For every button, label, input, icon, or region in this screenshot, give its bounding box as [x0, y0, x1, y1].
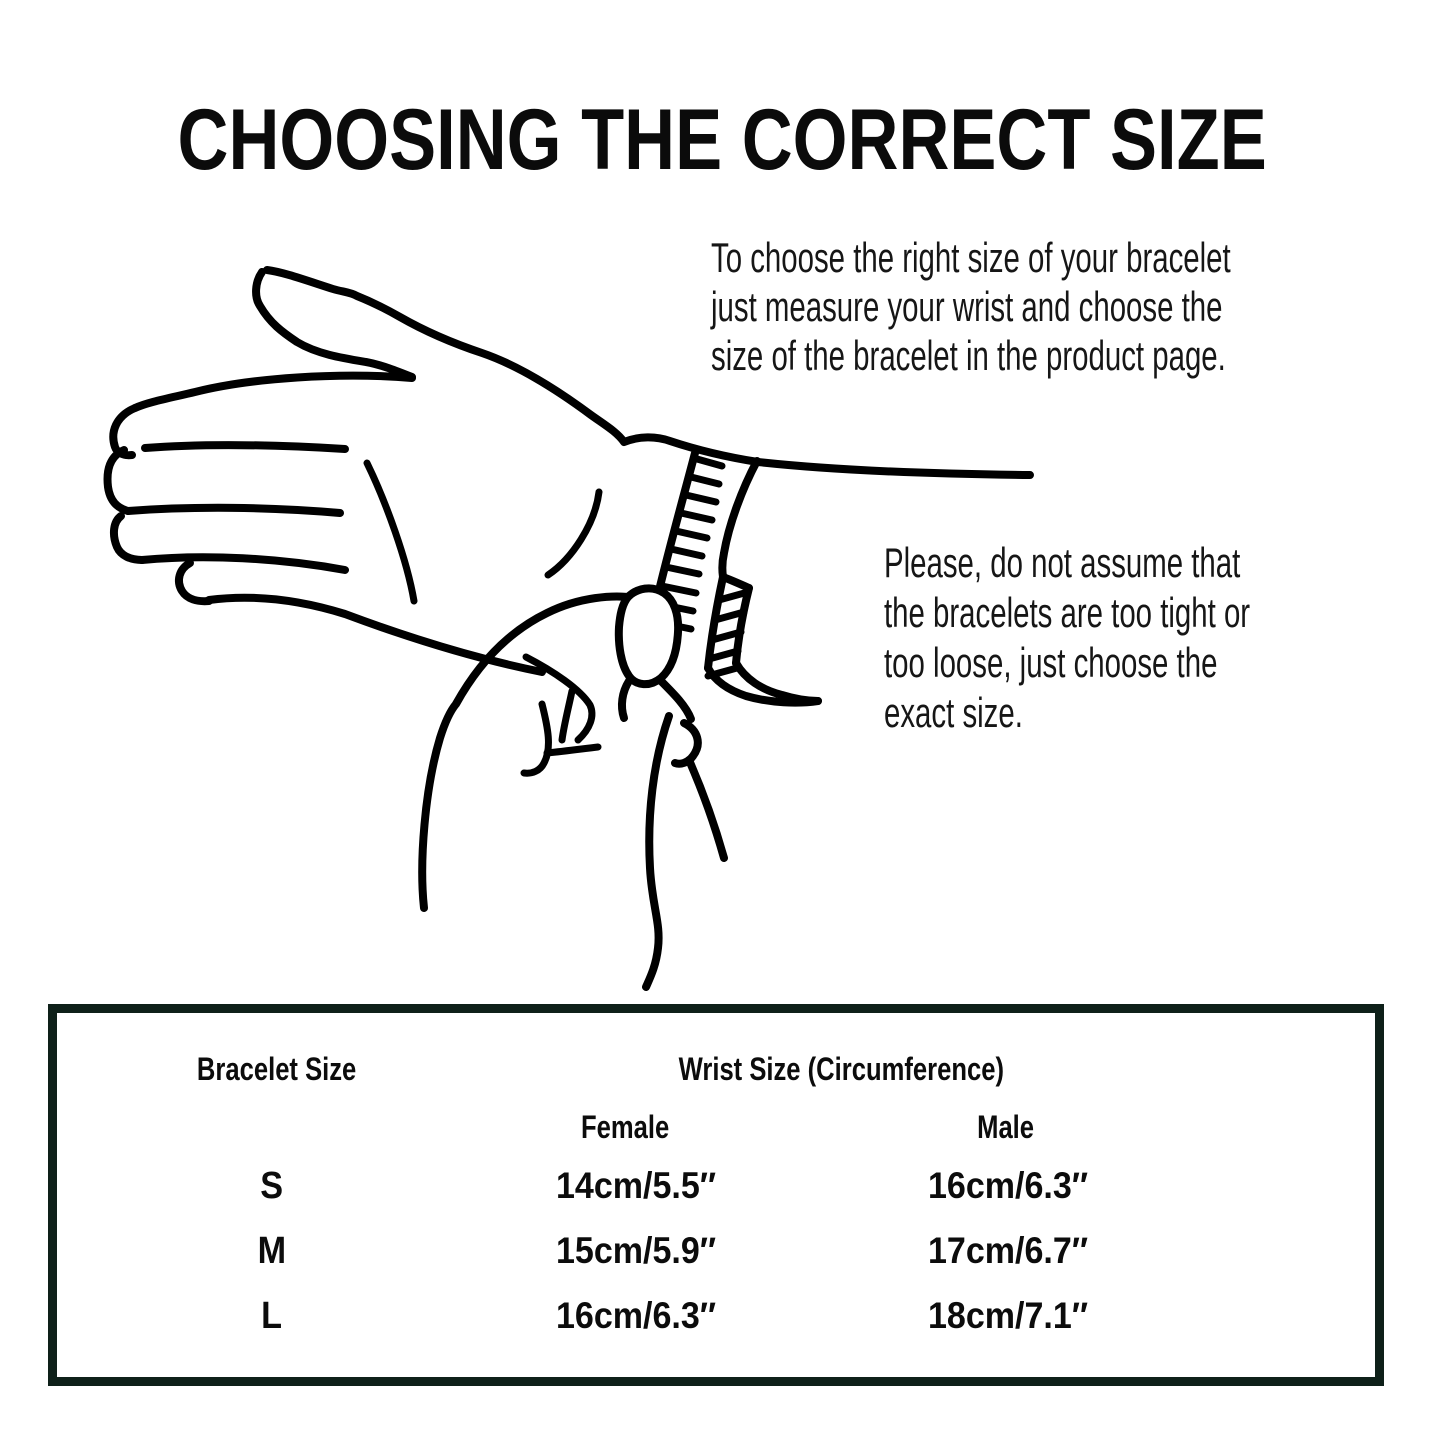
intro-paragraph [711, 233, 1445, 380]
sub-header-female: Female [580, 1109, 670, 1145]
tape-tick-marks [657, 459, 722, 629]
finger-crease-lines [524, 657, 598, 773]
row-m-female: 15cm/5.9″ [555, 1230, 717, 1271]
note-line-1: Please, do not assume that [884, 539, 1241, 586]
measuring-tape-band [655, 453, 818, 703]
sub-header-male: Male [977, 1109, 1035, 1145]
col-header-wrist-size: Wrist Size (Circumference) [678, 1051, 1004, 1087]
intro-line-3: size of the bracelet in the product page. [711, 332, 1226, 379]
thumbnail [619, 588, 678, 684]
col-header-bracelet-size: Bracelet Size [197, 1051, 357, 1087]
note-line-3: too loose, just choose the [884, 639, 1218, 686]
row-l-female: 16cm/6.3″ [555, 1295, 717, 1336]
note-paragraph [884, 538, 1407, 738]
row-l-size: L [261, 1295, 283, 1337]
page-title-text: CHOOSING THE CORRECT SIZE [177, 92, 1268, 188]
row-s-female: 14cm/5.5″ [555, 1165, 717, 1206]
row-s-size: S [260, 1165, 284, 1207]
row-m-size: M [257, 1230, 287, 1272]
row-s-male: 16cm/6.3″ [927, 1165, 1089, 1206]
page-title [0, 92, 1445, 188]
row-l-male: 18cm/7.1″ [927, 1295, 1089, 1336]
pinching-hand-outline [422, 588, 724, 987]
intro-line-2: just measure your wrist and choose the [711, 283, 1223, 330]
row-m-male: 17cm/6.7″ [927, 1230, 1089, 1271]
note-line-4: exact size. [884, 689, 1023, 736]
note-line-2: the bracelets are too tight or [884, 589, 1251, 636]
palm-crease-lines [367, 463, 599, 601]
intro-line-1: To choose the right size of your bracelet [711, 234, 1231, 281]
